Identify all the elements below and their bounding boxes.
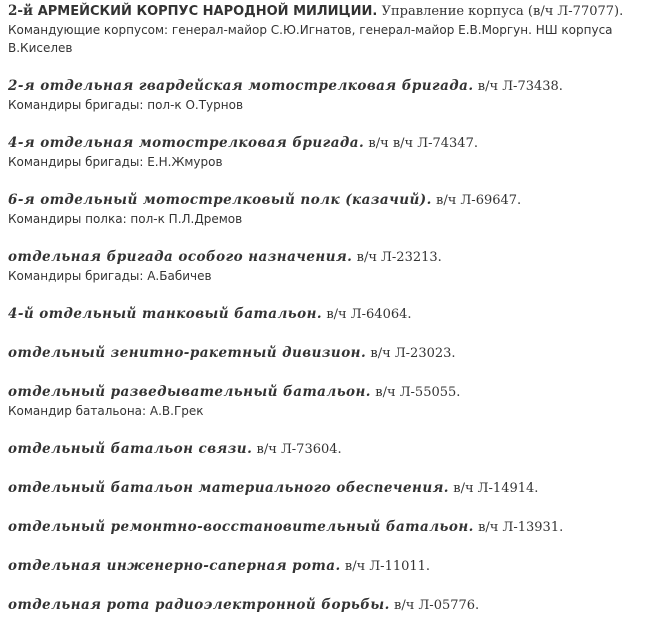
unit-commanders-note: Командиры бригады: Е.Н.Жмуров (8, 155, 223, 169)
corps-unit-code: Управление корпуса (в/ч Л-77077). (381, 4, 624, 19)
unit-code: в/ч Л-13931. (478, 520, 564, 535)
unit-name: 6-я отдельный мотострелковый полк (казачий). (8, 192, 432, 208)
unit-name: отдельный зенитно-ракетный дивизион. (8, 345, 367, 361)
unit-commanders-note: Командир батальона: А.В.Грек (8, 404, 204, 418)
unit-name: отдельная инженерно-саперная рота. (8, 558, 341, 574)
unit-name: отдельная бригада особого назначения. (8, 249, 353, 265)
unit-entry (8, 248, 643, 285)
unit-code: в/ч в/ч Л-74347. (368, 136, 478, 151)
unit-name: 4-я отдельная мотострелковая бригада. (8, 135, 365, 151)
corps-entry (8, 2, 643, 57)
unit-code: в/ч Л-05776. (394, 598, 480, 613)
unit-code: в/ч Л-73438. (477, 79, 563, 94)
unit-entry (8, 77, 643, 114)
unit-code: в/ч Л-23213. (356, 250, 442, 265)
corps-title (8, 3, 377, 19)
corps-title-rest: АРМЕЙСКИЙ КОРПУС НАРОДНОЙ МИЛИЦИИ. (37, 4, 378, 19)
corps-title-lead: 2-й (8, 3, 34, 19)
unit-name: отдельная рота радиоэлектронной борьбы. (8, 597, 390, 613)
unit-commanders-note: Командиры полка: пол-к П.Л.Дремов (8, 212, 243, 226)
unit-entry (8, 134, 643, 171)
unit-code: в/ч Л-14914. (453, 481, 539, 496)
unit-name: отдельный ремонтно-восстановительный батальон. (8, 519, 474, 535)
unit-code: в/ч Л-64064. (326, 307, 412, 322)
corps-commanders-note: Командующие корпусом: генерал-майор С.Ю.Игнатов, генерал-майор Е.В.Моргун. НШ корпуса В.Киселев (8, 23, 613, 55)
unit-entry (8, 191, 643, 228)
unit-entry (8, 344, 643, 363)
unit-entry (8, 518, 643, 537)
unit-code: в/ч Л-23023. (370, 346, 456, 361)
unit-name: 2-я отдельная гвардейская мотострелковая бригада. (8, 78, 474, 94)
unit-name: отдельный батальон материального обеспечения. (8, 480, 449, 496)
unit-code: в/ч Л-11011. (344, 559, 431, 574)
unit-name: 4-й отдельный танковый батальон. (8, 306, 323, 322)
unit-code: в/ч Л-55055. (375, 385, 461, 400)
unit-code: в/ч Л-69647. (436, 193, 522, 208)
unit-entry (8, 440, 643, 459)
unit-entry (8, 479, 643, 498)
unit-code: в/ч Л-73604. (256, 442, 342, 457)
unit-name: отдельный батальон связи. (8, 441, 253, 457)
unit-commanders-note: Командиры бригады: пол-к О.Турнов (8, 98, 244, 112)
unit-entry (8, 305, 643, 324)
unit-entry (8, 383, 643, 420)
unit-entry (8, 557, 643, 576)
unit-name: отдельный разведывательный батальон. (8, 384, 371, 400)
unit-entry (8, 596, 643, 615)
unit-commanders-note: Командиры бригады: А.Бабичев (8, 269, 212, 283)
